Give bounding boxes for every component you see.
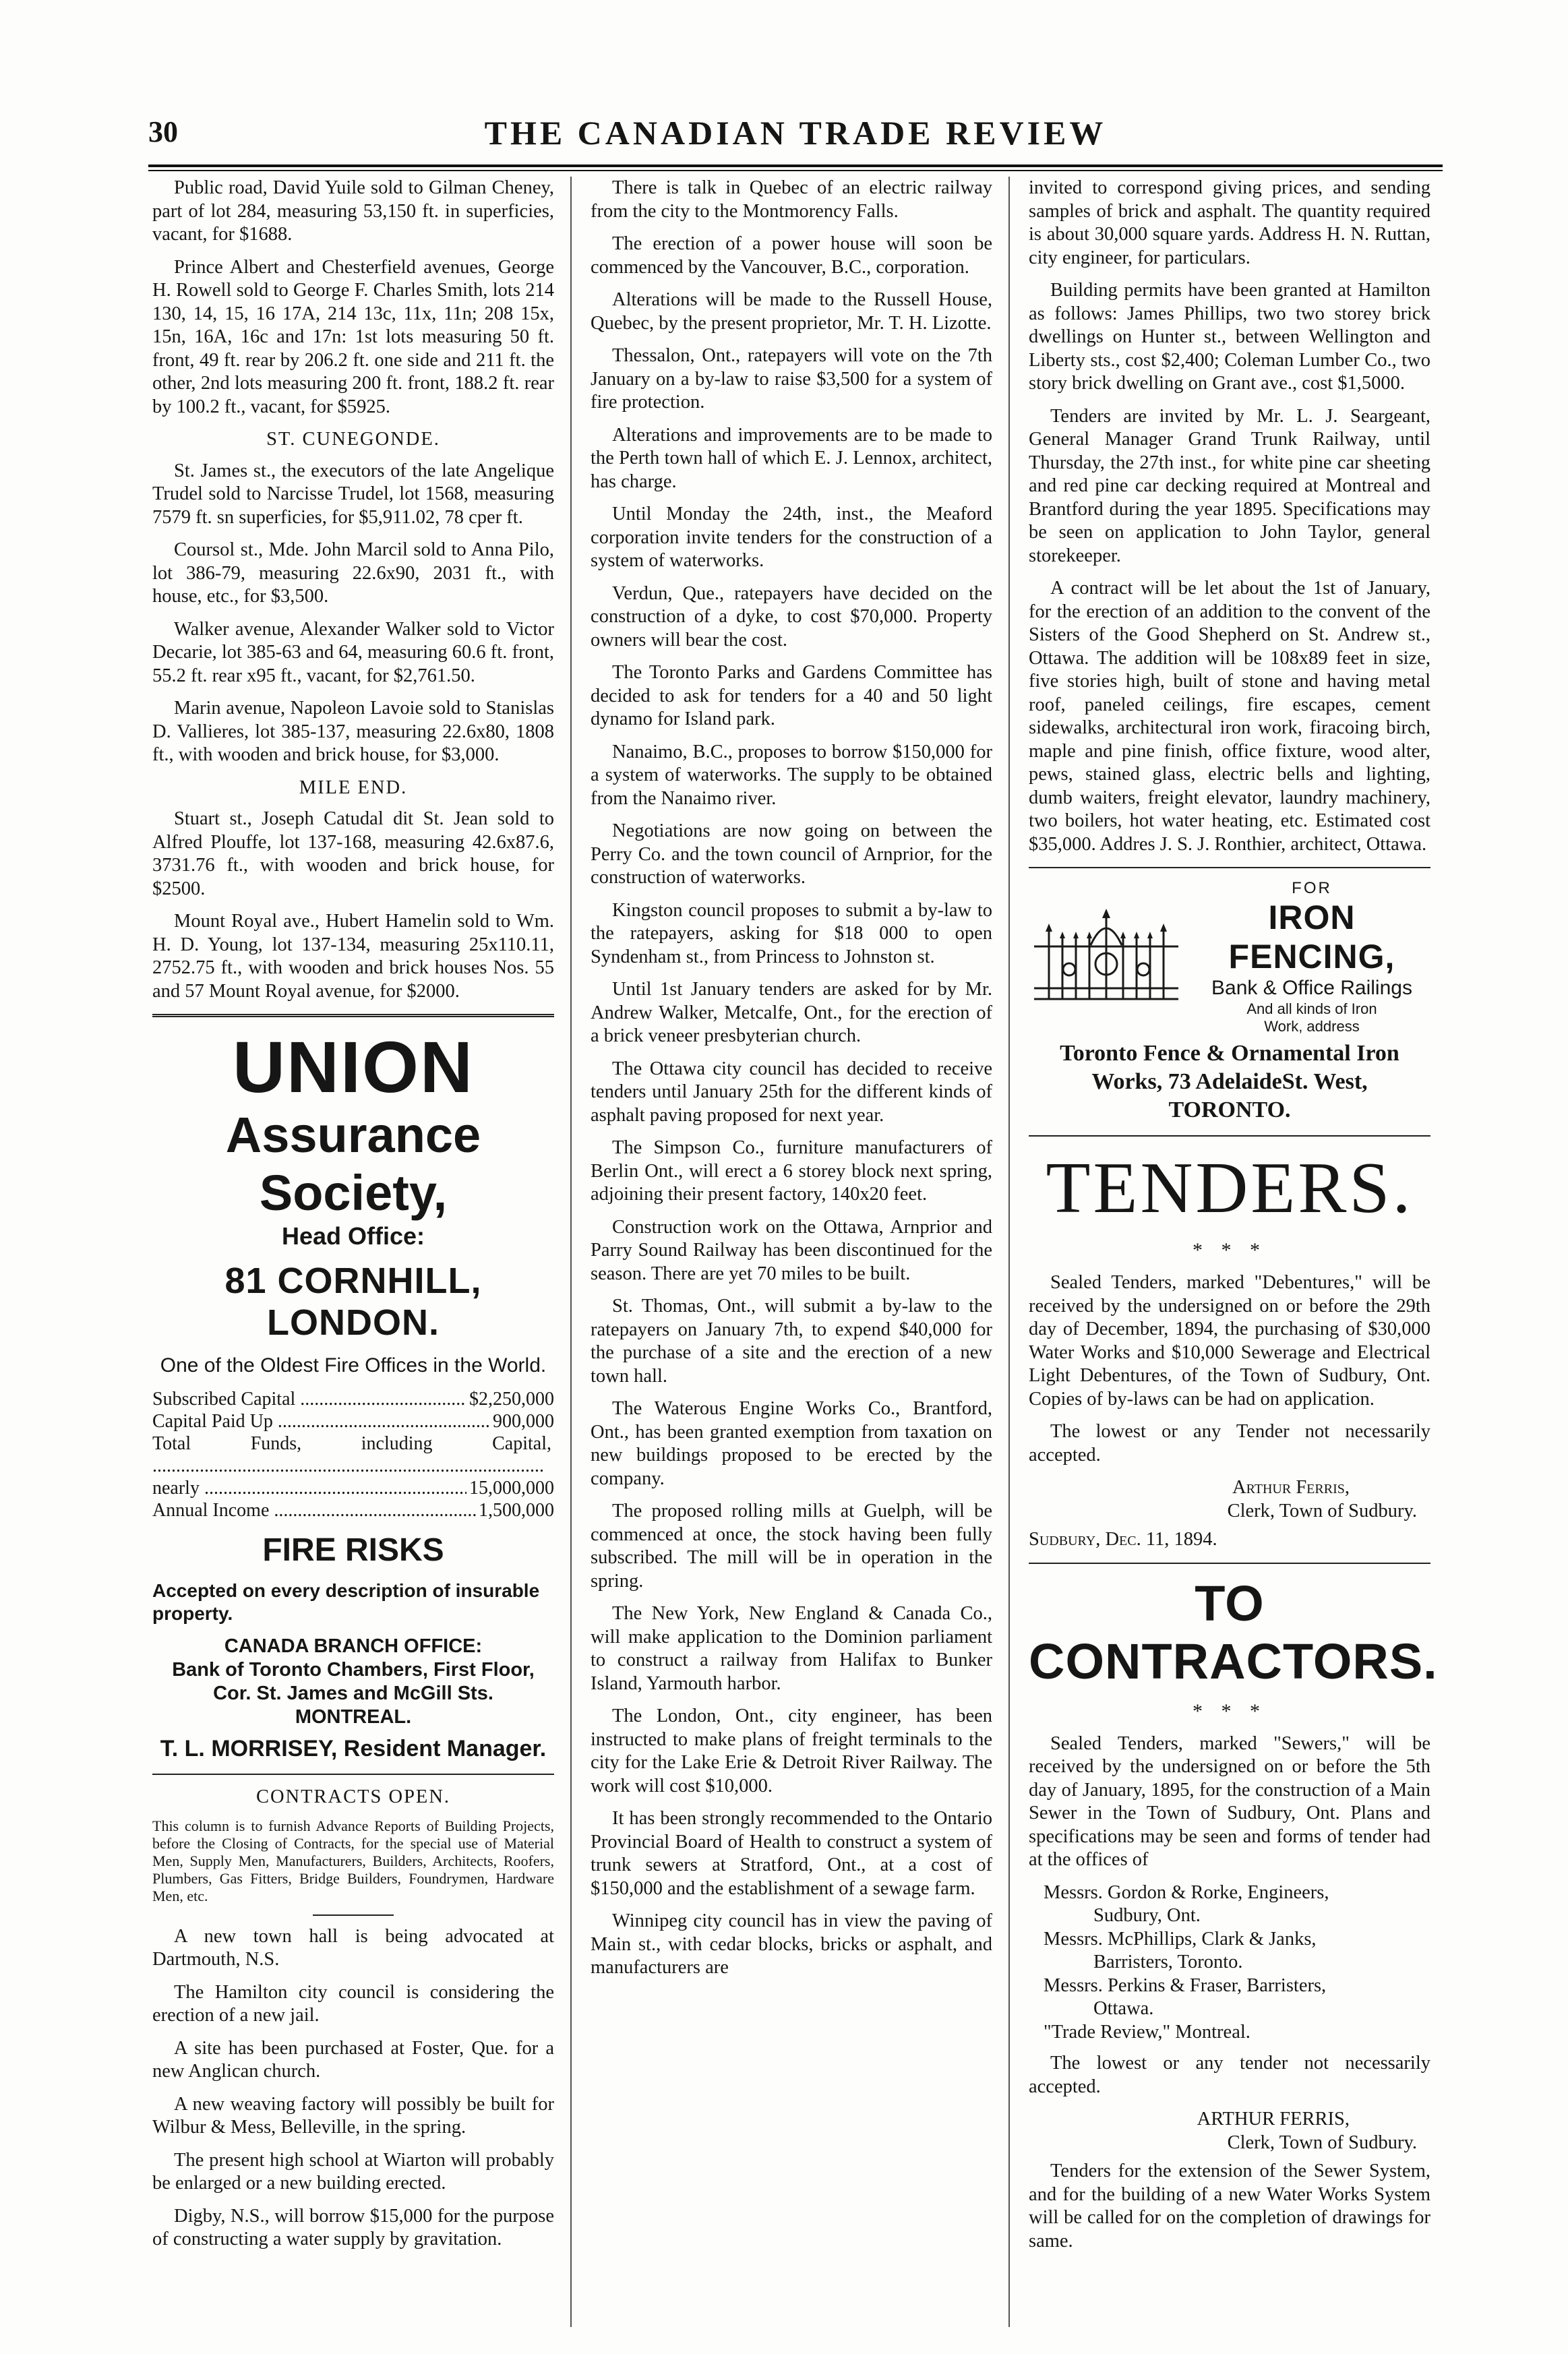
contractors-signer-title: Clerk, Town of Sudbury. [1227,2132,1417,2153]
column-divider-2 [1008,177,1010,2327]
ad-branch-line: Bank of Toronto Chambers, First Floor, [172,1659,535,1681]
ad-branch-city: MONTREAL. [295,1706,412,1728]
article-paragraph: Marin avenue, Napoleon Lavoie sold to Stanislas D. Vallieres, lot 385-137, measuring 22.6x80, 1808 ft., with wooden and brick house, for $3,000. [152,698,554,765]
article-paragraph: It has been strongly recommended to the Ontario Provincial Board of Health to construct a system of trunk sewers at Stratford, Ont., at a cost of $150,000 and the establishment of a sewage farm. [591,1808,992,1899]
contractors-firm-location: Ottawa. [1093,1998,1154,2019]
contractors-firm: Messrs. Perkins & Fraser, Barristers, [1044,1974,1327,1996]
ad-title: UNION [233,1026,474,1108]
financial-label: Annual Income ..... [152,1499,476,1521]
contractors-firm: Messrs. Gordon & Rorke, Engineers, [1044,1881,1329,1903]
fence-firm-address: Works, 73 AdelaideSt. West, TORONTO. [1091,1069,1368,1122]
financial-row [152,1499,554,1521]
financial-row [152,1388,554,1410]
financial-label: Total Funds, including Capital, ..... [152,1432,551,1477]
ad-head-office: Head Office: [281,1222,425,1250]
page-header [148,108,1443,162]
financial-label: Subscribed Capital ..... [152,1388,466,1410]
financial-label: nearly ..... [152,1477,466,1499]
section-rule [1029,1135,1430,1137]
ad-fire-risks: FIRE RISKS [262,1532,444,1568]
tenders-signer: Arthur Ferris, [1232,1477,1350,1498]
tenders-notice [1029,1147,1430,1552]
column-divider-1 [570,177,572,2327]
article-paragraph: Nanaimo, B.C., proposes to borrow $150,000 for a system of waterworks. The supply to be obtained from the Nanaimo river. [591,741,992,809]
article-paragraph: The Ottawa city council has decided to receive tenders until January 25th for the different kinds of asphalt paving proposed for next year. [591,1058,992,1126]
fence-small-text: Work, address [1264,1018,1360,1035]
article-paragraph: The Waterous Engine Works Co., Brantford, Ont., has been granted exemption from taxation on new buildings proposed to be erected by the company. [591,1398,992,1489]
article-paragraph: Coursol st., Mde. John Marcil sold to Anna Pilo, lot 386-79, measuring 22.6x90, 2031 ft., with house, etc., for $3,500. [152,539,554,607]
article-paragraph: Winnipeg city council has in view the paving of Main st., with cedar blocks, bricks or asphalt, and manufacturers are [591,1910,992,1978]
article-paragraph: A site has been purchased at Foster, Que. for a new Anglican church. [152,2037,554,2082]
financial-value: 15,000,000 [469,1478,554,1499]
ad-accepted: Accepted on every description of insurable property. [152,1580,540,1624]
article-paragraph: Until Monday the 24th, inst., the Meaford corporation invite tenders for the construction of a system of waterworks. [591,504,992,571]
union-assurance-ad [152,1028,554,1763]
article-paragraph: Stuart st., Joseph Catudal dit St. Jean sold to Alfred Plouffe, lot 137-168, measuring 42.6x87.6, 3731.76 ft., with wooden and brick house, for $2500. [152,808,554,899]
financial-value [551,1432,554,1477]
ornament-stars: * * * [1193,1239,1267,1261]
section-heading-contracts-open: CONTRACTS OPEN. [255,1786,451,1807]
ad-subtitle: Assurance Society, [225,1107,481,1221]
contractors-notice [1029,1575,1438,2254]
article-paragraph: The London, Ont., city engineer, has been instructed to make plans of freight terminals to the city for the Lake Erie & Detroit River Railway. The work will cost $10,000. [591,1706,992,1797]
article-paragraph: A new town hall is being advocated at Dartmouth, N.S. [152,1925,554,1970]
article-paragraph: The erection of a power house will soon be commenced by the Vancouver, B.C., corporation. [591,233,992,278]
contracts-note: This column is to furnish Advance Reports of Building Projects, before the Closing of Contracts, for the special use of Material Men, Supply Men, Manufacturers, Builders, Architects, Roofers, Plumbers, Gas Fitters, Bridge Builders, Foundrymen, Hardware Men, etc. [152,1817,554,1904]
fence-small-text: And all kinds of Iron [1246,1000,1377,1017]
iron-fence-illustration-icon [1029,905,1184,1010]
article-paragraph: Prince Albert and Chesterfield avenues, George H. Rowell sold to George F. Charles Smith, lots 214 130, 14, 15, 16 17A, 214 13c, 11x, 11n; 208 15x, 15n, 16A, 16c and 17n: 1st lots measuring 50 ft. front, 49 ft. rear by 206.2 ft. one side and 211 ft. the other, 2nd lots measuring 200 ft. front, 188.2 ft. rear by 100.2 ft., vacant, for $5925. [152,256,554,417]
article-paragraph: Building permits have been granted at Hamilton as follows: James Phillips, two two storey brick dwellings on Hunter st., between Wellington and Liberty sts., cost $2,400; Coleman Lumber Co., two story brick dwelling on Grant ave., cost $1,5000. [1029,280,1430,394]
financial-value: $2,250,000 [469,1389,554,1410]
section-rule [1029,867,1430,868]
article-paragraph: The Toronto Parks and Gardens Committee has decided to ask for tenders for a 40 and 50 light dynamo for Island park. [591,662,992,729]
section-heading-st-cunegonde: ST. CUNEGONDE. [266,429,440,450]
tenders-signer-title: Clerk, Town of Sudbury. [1227,1500,1417,1521]
fence-for-label: FOR [1292,879,1332,897]
financial-row [152,1410,554,1432]
header-rule [148,164,1443,167]
contractors-firm: "Trade Review," Montreal. [1044,2021,1250,2043]
column-2 [591,177,992,1989]
financial-row [152,1432,554,1477]
contractors-body: Sealed Tenders, marked "Sewers," will be received by the undersigned on or before the 5th day of January, 1895, for the construction of a Main Sewer in the Town of Sudbury, Ont. Plans and specifications may be seen and forms of tender had at the offices of [1029,1732,1430,1870]
short-rule [313,1914,394,1916]
iron-fencing-ad [1029,879,1430,1124]
section-rule [152,1774,554,1775]
article-paragraph: Public road, David Yuile sold to Gilman Cheney, part of lot 284, measuring 53,150 ft. in superficies, vacant, for $1688. [152,177,554,245]
article-paragraph: Thessalon, Ont., ratepayers will vote on the 7th January on a by-law to raise $3,500 for a system of fire protection. [591,345,992,413]
article-paragraph: Negotiations are now going on between the Perry Co. and the town council of Arnprior, for the construction of waterworks. [591,820,992,888]
article-paragraph: The Simpson Co., furniture manufacturers of Berlin Ont., will erect a 6 storey block next spring, adjoining their present factory, 140x20 feet. [591,1137,992,1205]
masthead-title: THE CANADIAN TRADE REVIEW [484,114,1107,152]
contractors-firm-location: Barristers, Toronto. [1093,1952,1243,1972]
article-paragraph: The New York, New England & Canada Co., will make application to the Dominion parliament to construct a railway from Halifax to Bunker Island, Yarmouth harbor. [591,1603,992,1694]
article-paragraph: invited to correspond giving prices, and sending samples of brick and asphalt. The quantity required is about 30,000 square yards. Address H. N. Ruttan, city engineer, for particulars. [1029,177,1430,268]
ad-branch-label: CANADA BRANCH OFFICE: [224,1635,483,1657]
header-rule-thin [148,170,1443,171]
article-paragraph: The present high school at Wiarton will probably be enlarged or a new building erected. [152,2149,554,2194]
ad-tagline: One of the Oldest Fire Offices in the World. [160,1354,547,1377]
article-paragraph: The proposed rolling mills at Guelph, will be commenced at once, the stock having been fully subscribed. The mill will be in operation in the spring. [591,1501,992,1592]
article-paragraph: St. James st., the executors of the late Angelique Trudel sold to Narcisse Trudel, lot 1568, measuring 7579 ft. sn superficies, for $5,911.02, 78 cper ft. [152,460,554,528]
page-number: 30 [148,115,178,148]
tenders-dateline: Sudbury, Dec. 11, 1894. [1029,1529,1217,1550]
ornament-stars: * * * [1193,1699,1267,1722]
article-paragraph: St. Thomas, Ont., will submit a by-law to the ratepayers on January 7th, to expend $40,000 for the purchase of a site and the erection of a new town hall. [591,1296,992,1387]
section-rule [1029,1563,1430,1564]
article-paragraph: There is talk in Quebec of an electric railway from the city to the Montmorency Falls. [591,177,992,222]
article-paragraph: Mount Royal ave., Hubert Hamelin sold to Wm. H. D. Young, lot 137-134, measuring 25x110.11, 2752.75 ft., with wooden and brick houses Nos. 55 and 57 Mount Royal avenue, for $2000. [152,911,554,1002]
article-paragraph: The Hamilton city council is considering the erection of a new jail. [152,1981,554,2026]
article-paragraph: Walker avenue, Alexander Walker sold to Victor Decarie, lot 385-63 and 64, measuring 60.6 ft. front, 55.2 ft. rear x95 ft., vacant, for $2,761.50. [152,618,554,686]
article-paragraph: Digby, N.S., will borrow $15,000 for the purpose of constructing a water supply by gravitation. [152,2205,554,2250]
financial-value: 900,000 [493,1411,554,1432]
article-paragraph: Construction work on the Ottawa, Arnprior and Parry Sound Railway has been discontinued for the season. There are yet 70 miles to be built. [591,1216,992,1284]
article-paragraph: Kingston council proposes to submit a by-law to the ratepayers, asking for $18 000 to open Syndenham st., from Princess to Johnston st. [591,899,992,967]
fence-ad-text [1193,879,1430,1035]
article-paragraph: A contract will be let about the 1st of January, for the erection of an addition to the convent of the Sisters of the Good Shepherd on St. Andrew st., Ottawa. The addition will be 108x89 feet in size, five stories high, built of stone and having metal roof, paneled ceilings, fire escapes, cement sidewalks, architectural iron work, firacoing birch, maple and pine finish, office fixture, wood alter, pews, stained glass, electric bells and lighting, dumb waiters, freight elevator, laundry machinery, two boilers, hot water heating, etc. Estimated cost $35,000. Addres J. S. J. Ronthier, architect, Ottawa. [1029,578,1430,855]
financial-row [152,1477,554,1499]
contractors-title: TO CONTRACTORS. [1029,1575,1438,1689]
contractors-final-paragraph: Tenders for the extension of the Sewer System, and for the building of a new Water Works System will be called for on the completion of drawings for same. [1029,2161,1430,2252]
financial-value: 1,500,000 [479,1500,554,1521]
ad-address: 81 CORNHILL, LONDON. [224,1261,482,1343]
article-paragraph: A new weaving factory will possibly be built for Wilbur & Mess, Belleville, in the spring. [152,2093,554,2138]
financial-label: Capital Paid Up ..... [152,1410,490,1432]
article-paragraph: Verdun, Que., ratepayers have decided on the construction of a dyke, to cost $70,000. Property owners will bear the cost. [591,582,992,651]
article-paragraph: Tenders are invited by Mr. L. J. Seargeant, General Manager Grand Trunk Railway, until Thursday, the 27th inst., for white pine car sheeting and red pine car decking required at Montreal and Brantford during the year 1895. Specifications may be seen on application to John Taylor, general storekeeper. [1029,405,1430,566]
contractors-firm: Messrs. McPhillips, Clark & Janks, [1044,1928,1317,1950]
article-paragraph: Alterations and improvements are to be made to the Perth town hall of which E. J. Lennox, architect, has charge. [591,424,992,492]
column-3 [1029,177,1438,2262]
fence-ad-row [1029,879,1430,1035]
article-paragraph: Until 1st January tenders are asked for by Mr. Andrew Walker, Metcalfe, Ont., for the erection of a brick veneer presbyterian church. [591,979,992,1046]
article-paragraph: Alterations will be made to the Russell House, Quebec, by the present proprietor, Mr. T. H. Lizotte. [591,289,992,334]
section-rule [152,1014,554,1017]
fence-firm-name: Toronto Fence & Ornamental Iron [1060,1041,1399,1066]
tenders-title: TENDERS. [1046,1148,1414,1228]
contractors-lowest: The lowest or any tender not necessarily accepted. [1029,2053,1430,2097]
section-heading-mile-end: MILE END. [299,777,408,798]
ad-branch-line: Cor. St. James and McGill Sts. [213,1683,493,1704]
fence-subtitle: Bank & Office Railings [1211,977,1412,999]
contractors-signer: ARTHUR FERRIS, [1197,2109,1350,2130]
ad-resident-manager: T. L. MORRISEY, Resident Manager. [160,1736,547,1761]
column-1 [152,177,554,2261]
tenders-lowest: The lowest or any Tender not necessarily accepted. [1029,1421,1430,1466]
tenders-body: Sealed Tenders, marked "Debentures," will be received by the undersigned on or before the 29th day of December, 1894, the purchasing of $30,000 Water Works and $10,000 Sewerage and Electrical Light Debentures, of the Town of Sudbury, Ont. Copies of by-laws can be had on application. [1029,1272,1430,1410]
fence-title: IRON FENCING, [1228,899,1395,975]
contractors-firm-location: Sudbury, Ont. [1093,1905,1201,1926]
